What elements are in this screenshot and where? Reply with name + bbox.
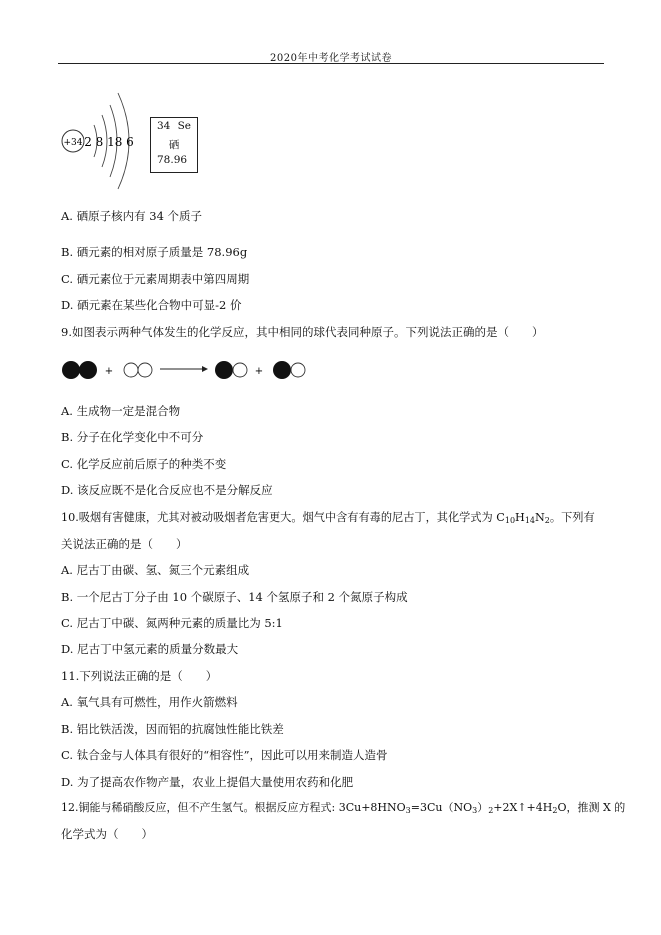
q12-stem-d: +2X↑+4H (493, 801, 553, 814)
q12-stem-e: O，推测 X 的 (557, 801, 626, 814)
product1-white-atom (233, 363, 247, 377)
q11-option-a: A. 氧气具有可燃性，用作火箭燃料 (61, 695, 238, 709)
q9-option-a: A. 生成物一定是混合物 (61, 404, 181, 418)
white-atom-2 (138, 363, 152, 377)
plus-sign-2: + (254, 366, 264, 377)
q10-option-a: A. 尼古丁由碳、氢、氮三个元素组成 (61, 563, 250, 577)
atomic-number: 34 (157, 120, 171, 132)
q8-option-b: B. 硒元素的相对原子质量是 78.96g (61, 245, 248, 259)
q12-sub-3: 2 (488, 806, 494, 815)
q10-sub-h: 14 (524, 516, 535, 525)
q10-stem-d: 。下列有 (549, 511, 595, 524)
periodic-table-cell (150, 117, 198, 173)
q8-option-a: A. 硒原子核内有 34 个质子 (61, 209, 203, 223)
q10-option-c: C. 尼古丁中碳、氮两种元素的质量比为 5:1 (61, 616, 283, 630)
q10-stem-a: 10.吸烟有害健康，尤其对被动吸烟者危害更大。烟气中含有有毒的尼古丁，其化学式为 C (61, 511, 505, 524)
q12-stem-b: =3Cu（NO (410, 801, 473, 814)
q10-stem-c: N (535, 511, 545, 524)
q12-sub-4: 2 (552, 806, 558, 815)
header-divider (58, 63, 604, 64)
q9-option-d: D. 该反应既不是化合反应也不是分解反应 (61, 483, 273, 497)
reaction-arrow-head (202, 366, 208, 372)
shell-electrons: 2 8 18 6 (84, 135, 134, 149)
q12-stem (61, 801, 625, 815)
q10-stem-b: H (515, 511, 525, 524)
element-name: 硒 (168, 139, 180, 151)
q10-option-b: B. 一个尼古丁分子由 10 个碳原子、14 个氢原子和 2 个氮原子构成 (61, 590, 408, 604)
product2-black-atom (273, 361, 291, 379)
q10-stem (61, 511, 595, 525)
q8-option-d: D. 硒元素在某些化合物中可显-2 价 (61, 298, 242, 312)
q8-option-c: C. 硒元素位于元素周期表中第四周期 (61, 272, 250, 286)
q12-stem-c: ） (477, 801, 489, 814)
white-atom-1 (124, 363, 138, 377)
q11-option-c: C. 钛合金与人体具有很好的“相容性”，因此可以用来制造人造骨 (61, 748, 388, 762)
q12-stem-line2: 化学式为（ ） (61, 827, 153, 841)
product1-black-atom (215, 361, 233, 379)
q12-sub-2: 3 (472, 806, 478, 815)
atomic-mass: 78.96 (157, 154, 188, 166)
product2-white-atom (291, 363, 305, 377)
reaction-diagram (60, 356, 320, 386)
q10-option-d: D. 尼古丁中氢元素的质量分数最大 (61, 642, 239, 656)
q12-sub-1: 3 (405, 806, 411, 815)
q11-stem: 11.下列说法正确的是（ ） (61, 669, 218, 683)
q10-stem-line2: 关说法正确的是（ ） (61, 537, 188, 551)
page-header: 2020年中考化学考试试卷 (270, 53, 392, 64)
atom-structure-diagram (58, 85, 140, 197)
q10-sub-n: 2 (544, 516, 550, 525)
q10-sub-c: 10 (504, 516, 516, 525)
black-atom-2 (79, 361, 97, 379)
q11-option-d: D. 为了提高农作物产量，农业上提倡大量使用农药和化肥 (61, 775, 354, 789)
nucleus-charge: +34 (63, 138, 83, 148)
element-symbol: Se (177, 120, 191, 132)
q9-option-b: B. 分子在化学变化中不可分 (61, 430, 204, 444)
black-atom-1 (62, 361, 80, 379)
q11-option-b: B. 铝比铁活泼，因而铝的抗腐蚀性能比铁差 (61, 722, 284, 736)
q9-stem: 9.如图表示两种气体发生的化学反应，其中相同的球代表同种原子。下列说法正确的是（ ） (61, 325, 544, 339)
plus-sign-1: + (104, 366, 114, 377)
q9-option-c: C. 化学反应前后原子的种类不变 (61, 457, 227, 471)
q12-stem-a: 12.铜能与稀硝酸反应，但不产生氢气。根据反应方程式: 3Cu+8HNO (61, 801, 406, 814)
